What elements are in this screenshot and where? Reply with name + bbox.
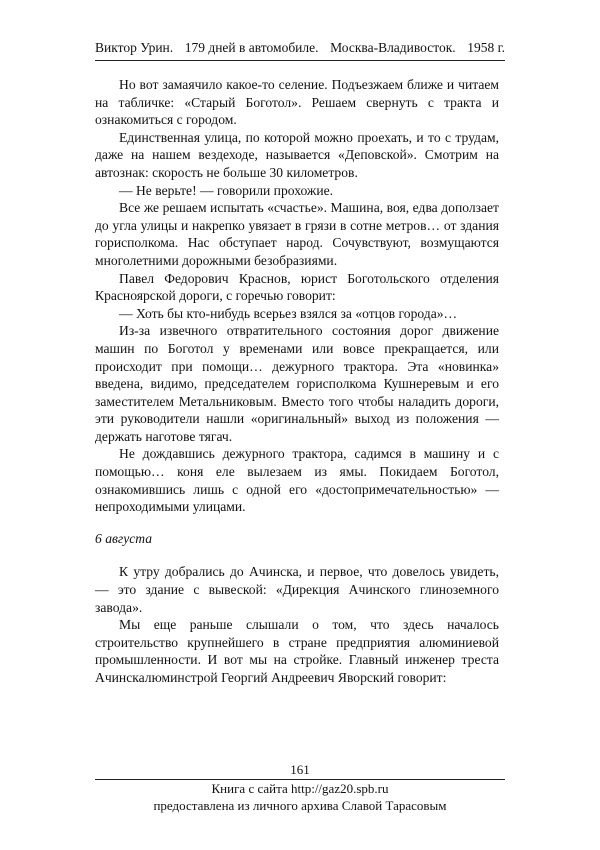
running-header xyxy=(95,40,505,56)
footer-divider xyxy=(95,779,505,780)
paragraph: Все же решаем испытать «счастье». Машина, воя, едва доползает до угла улицы и накрепко увязает в грязи в сотне метров… от здания горисполкома. Нас обступает народ. Сочувствуют, возмущаются многолетними дорожными безобразиями. xyxy=(95,200,499,268)
paragraph: Из-за извечного отвратительного состояния дорог движение машин по Боготол у временами или вовсе прекращается, или происходит при помощи… дежурного трактора. Эта «новинка» введена, видимо, председателем горисполкома Кушнеревым и его заместителем Метальниковым. Вместо того чтобы наладить дороги, эти руководители нашли «оригинальный» выход из положения — держать наготове тягач. xyxy=(95,323,499,444)
footer-credit: предоставлена из личного архива Славой Тарасовым xyxy=(153,798,447,813)
footer-source-link[interactable]: Книга с сайта http://gaz20.spb.ru xyxy=(211,781,389,796)
paragraph: Не дождавшись дежурного трактора, садимся в машину и с помощью… коня еле вылезаем из ямы. Покидаем Боготол, ознакомившись лишь с одной его «достопримечательностью» — непроходимыми улицами. xyxy=(95,446,499,515)
date-heading: 6 августа xyxy=(95,530,153,546)
paragraph: Павел Федорович Краснов, юрист Боготольского отделения Красноярской дороги, с горечью говорит: xyxy=(95,270,499,304)
page-number: 161 xyxy=(290,762,310,777)
page-body xyxy=(95,76,499,687)
paragraph: Мы еще раньше слышали о том, что здесь началось строительство крупнейшего в стране предприятия алюминиевой промышленности. И вот мы на стройке. Главный инженер треста Ачинскалюминстрой Георгий Андреевич Яворский говорит: xyxy=(95,617,499,685)
header-book-title: 179 дней в автомобиле. xyxy=(184,40,319,55)
paragraph: Единственная улица, по которой можно проехать, и то с трудам, даже на нашем вездеходе, называется «Деповской». Смотрим на автознак: скорость не больше 30 километров. xyxy=(95,129,499,180)
paragraph: — Не верьте! — говорили прохожие. xyxy=(119,182,334,198)
paragraph: — Хоть бы кто-нибудь всерьез взялся за «отцов города»… xyxy=(119,305,458,321)
paragraph: Но вот замаячило какое-то селение. Подъезжаем ближе и читаем на табличке: «Старый Боготол». Решаем свернуть с тракта и ознакомиться с городом. xyxy=(95,77,499,128)
header-divider xyxy=(95,60,505,61)
paragraph: К утру добрались до Ачинска, и первое, что довелось увидеть, — это здание с вывеской: «Дирекция Ачинского глиноземного завода». xyxy=(95,564,499,615)
header-year: 1958 г. xyxy=(467,40,505,55)
header-route: Москва-Владивосток. xyxy=(330,40,456,55)
header-author: Виктор Урин. xyxy=(95,40,174,55)
